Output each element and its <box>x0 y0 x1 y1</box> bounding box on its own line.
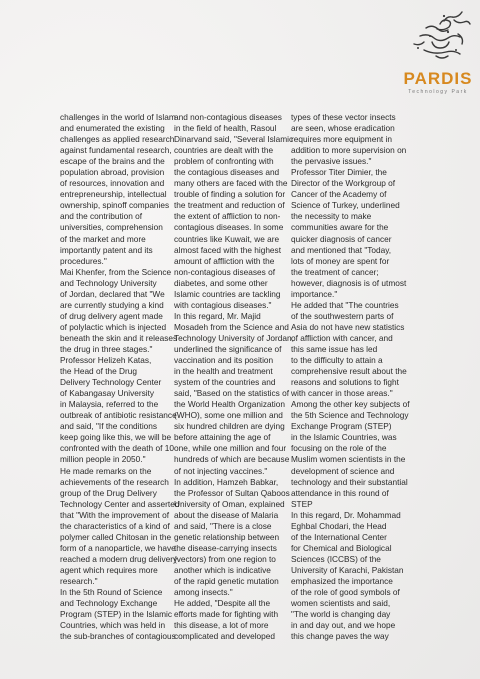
text-line: form of a nanoparticle, we have <box>60 542 176 553</box>
text-line: of the role of good symbols of <box>291 587 400 598</box>
text-line: are currently studying a kind <box>60 299 164 310</box>
text-line: the necessity to make <box>291 211 372 222</box>
text-line: Program (STEP) in the Islamic <box>60 609 173 620</box>
logo-name: PARDIS <box>403 69 473 88</box>
text-line: Exchange Program (STEP) <box>291 421 392 432</box>
text-line: of polylactic which is injected <box>60 321 167 332</box>
text-line: Muslim women scientists in the <box>291 454 406 465</box>
logo-subtitle: Technology Park <box>408 89 468 95</box>
text-line: research." <box>60 575 98 586</box>
text-line: and Technology Exchange <box>60 598 158 609</box>
text-line: said, "Based on the statistics of <box>174 388 290 399</box>
text-line: universities, comprehension <box>60 222 163 233</box>
text-line: of not injecting vaccines." <box>174 465 268 476</box>
text-line: hundreds of which are because <box>174 454 290 465</box>
article-column-1 <box>60 112 188 642</box>
text-line: confronted with the death of 10 <box>60 443 174 454</box>
text-line: technology and their substantial <box>291 476 408 487</box>
text-line: (WHO), some one million and <box>174 410 283 421</box>
text-line: of the market and more <box>60 233 146 244</box>
text-line: vaccination and its position <box>174 355 274 366</box>
text-line: development of science and <box>291 465 395 476</box>
text-line: another which is indicative <box>174 564 271 575</box>
text-line: and enumerated the existing <box>60 123 165 134</box>
text-line: problem of confronting with <box>174 156 274 167</box>
text-line: the characteristics of a kind of <box>60 520 170 531</box>
text-line: In this regard, Dr. Mohammad <box>291 509 401 520</box>
text-line: quicker diagnosis of cancer <box>291 233 392 244</box>
text-line: of the International Center <box>291 531 387 542</box>
text-line: however, diagnosis is of utmost <box>291 277 407 288</box>
text-line: entrepreneurship, intellectual <box>60 189 167 200</box>
article-column-2 <box>174 112 302 642</box>
text-line: lots of money are spent for <box>291 255 390 266</box>
text-line: challenges as applied research <box>60 134 175 145</box>
text-line: and Technology University <box>60 277 157 288</box>
text-line: to the difficulty to attain a <box>291 355 383 366</box>
text-line: countries like Kuwait, we are <box>174 233 280 244</box>
text-line: for Chemical and Biological <box>291 542 392 553</box>
text-line: Professor Titer Dimier, the <box>291 167 387 178</box>
text-line: importantly patent and its <box>60 244 153 255</box>
text-line: this change paves the way <box>291 631 389 642</box>
text-line: million people in 2050." <box>60 454 146 465</box>
text-line: escape of the brains and the <box>60 156 165 167</box>
persian-calligraphy-logo-icon <box>396 6 476 68</box>
text-line: women scientists and said, <box>291 598 391 609</box>
text-line: the pervasive issues." <box>291 156 372 167</box>
text-line: population abroad, provision <box>60 167 165 178</box>
text-line: comprehensive result about the <box>291 366 407 377</box>
text-line: University of Oman, explained <box>174 498 285 509</box>
text-line: reached a modern drug delivery <box>60 553 178 564</box>
text-line: Technology University of Jordan, <box>174 332 294 343</box>
text-line: Sciences (ICCBS) of the <box>291 553 381 564</box>
text-line: against fundamental research, <box>60 145 172 156</box>
text-line: and said, "If the conditions <box>60 421 158 432</box>
text-line: that "With the improvement of <box>60 509 170 520</box>
text-line: Technology Center and asserted <box>60 498 180 509</box>
text-line: challenges in the world of Islam <box>60 112 176 122</box>
text-line: Asia do not have new statistics <box>291 321 405 332</box>
text-line: with contagious diseases." <box>174 299 272 310</box>
text-line: Delivery Technology Center <box>60 377 162 388</box>
text-line: University of Karachi, Pakistan <box>291 564 404 575</box>
text-line: the 5th Science and Technology <box>291 410 409 421</box>
text-line: outbreak of antibiotic resistance <box>60 410 177 421</box>
text-line: amount of affliction with the <box>174 255 275 266</box>
text-line: Eghbal Chodari, the Head <box>291 520 387 531</box>
text-line: and said, "There is a close <box>174 520 272 531</box>
text-line: of affliction with cancer, and <box>291 332 393 343</box>
text-line: group of the Drug Delivery <box>60 487 157 498</box>
text-line: reasons and solutions to fight <box>291 377 399 388</box>
text-line: are seen, whose eradication <box>291 123 395 134</box>
text-line: and non-contagious diseases <box>174 112 282 122</box>
text-line: genetic relationship between <box>174 531 280 542</box>
text-line: the Head of the Drug <box>60 366 138 377</box>
text-line: Mai Khenfer, from the Science <box>60 266 172 277</box>
text-line: with cancer in those areas." <box>291 388 393 399</box>
text-line: polymer called Chitosan in the <box>60 531 172 542</box>
text-line: Science of Turkey, underlined <box>291 200 400 211</box>
text-line: the drug in three stages." <box>60 343 153 354</box>
text-line: He added that "The countries <box>291 299 399 310</box>
text-line: (vectors) from one region to <box>174 553 276 564</box>
text-line: Professor Helizeh Katas, <box>60 355 152 366</box>
text-line: focusing on the role of the <box>291 443 387 454</box>
text-line: beneath the skin and it releases <box>60 332 178 343</box>
text-line: the sub-branches of contagious <box>60 631 176 642</box>
text-line: the extent of affliction to non- <box>174 211 281 222</box>
text-line: emphasized the importance <box>291 575 393 586</box>
text-line: Director of the Workgroup of <box>291 178 396 189</box>
text-line: He made remarks on the <box>60 465 152 476</box>
text-line: attendance in this round of <box>291 487 389 498</box>
article-column-3 <box>291 112 421 642</box>
text-line: In this regard, Mr. Majid <box>174 310 261 321</box>
text-line: before attaining the age of <box>174 432 271 443</box>
text-line: of Kabangasay University <box>60 388 155 399</box>
text-line: the contagious diseases and <box>174 167 280 178</box>
text-line: trouble of finding a solution for <box>174 189 286 200</box>
text-line: Countries, which was held in <box>60 620 166 631</box>
text-line: and the contribution of <box>60 211 143 222</box>
text-line: system of the countries and <box>174 377 276 388</box>
text-line: countries are dealt with the <box>174 145 274 156</box>
text-line: communities aware for the <box>291 222 389 233</box>
text-line: in the health and treatment <box>174 366 273 377</box>
text-line: the treatment and reduction of <box>174 200 285 211</box>
text-line: efforts made for fighting with <box>174 609 279 620</box>
text-line: one, while one million and four <box>174 443 287 454</box>
text-line: requires more equipment in <box>291 134 392 145</box>
text-line: of resources, innovation and <box>60 178 165 189</box>
text-line: many others are faced with the <box>174 178 288 189</box>
text-line: Among the other key subjects of <box>291 399 410 410</box>
text-line: keep going like this, we will be <box>60 432 172 443</box>
text-line: this disease, a lot of more <box>174 620 269 631</box>
text-line: this same issue has led <box>291 343 378 354</box>
text-line: procedures." <box>60 255 107 266</box>
text-line: In addition, Hamzeh Babkar, <box>174 476 279 487</box>
text-line: of Jordan, declared that "We <box>60 288 165 299</box>
text-line: the disease-carrying insects <box>174 542 277 553</box>
text-line: in the field of health, Rasoul <box>174 123 277 134</box>
text-line: diabetes, and some other <box>174 277 268 288</box>
text-line: in the Islamic Countries, was <box>291 432 397 443</box>
text-line: "The world is changing day <box>291 609 391 620</box>
text-line: Mosadeh from the Science and <box>174 321 289 332</box>
text-line: of the rapid genetic mutation <box>174 575 279 586</box>
text-line: Islamic countries are tackling <box>174 288 281 299</box>
text-line: addition to more supervision on <box>291 145 407 156</box>
text-line: Dinarvand said, "Several Islamic <box>174 134 294 145</box>
text-line: almost faced with the highest <box>174 244 281 255</box>
text-line: He added, "Despite all the <box>174 598 271 609</box>
text-line: in Malaysia, referred to the <box>60 399 159 410</box>
text-line: six hundred children are dying <box>174 421 285 432</box>
text-line: non-contagious diseases of <box>174 266 276 277</box>
text-line: the treatment of cancer; <box>291 266 379 277</box>
text-line: in and day out, and we hope <box>291 620 396 631</box>
text-line: about the disease of Malaria <box>174 509 279 520</box>
text-line: of the southwestern parts of <box>291 310 394 321</box>
text-line: underlined the significance of <box>174 343 282 354</box>
text-line: among insects." <box>174 587 233 598</box>
text-line: In the 5th Round of Science <box>60 587 163 598</box>
text-line: Cancer of the Academy of <box>291 189 387 200</box>
text-line: complicated and developed <box>174 631 276 642</box>
text-line: contagious diseases. In some <box>174 222 284 233</box>
text-line: the World Health Organization <box>174 399 285 410</box>
text-line: the Professor of Sultan Qaboos <box>174 487 290 498</box>
text-line: ownership, spinoff companies <box>60 200 170 211</box>
text-line: and mentioned that "Today, <box>291 244 392 255</box>
text-line: agent which requires more <box>60 564 158 575</box>
pardis-logo <box>396 6 476 101</box>
text-line: of drug delivery agent made <box>60 310 163 321</box>
text-line: importance." <box>291 288 338 299</box>
text-line: types of these vector insects <box>291 112 396 122</box>
text-line: STEP <box>291 498 313 509</box>
text-line: achievements of the research <box>60 476 169 487</box>
article-columns <box>60 112 462 664</box>
